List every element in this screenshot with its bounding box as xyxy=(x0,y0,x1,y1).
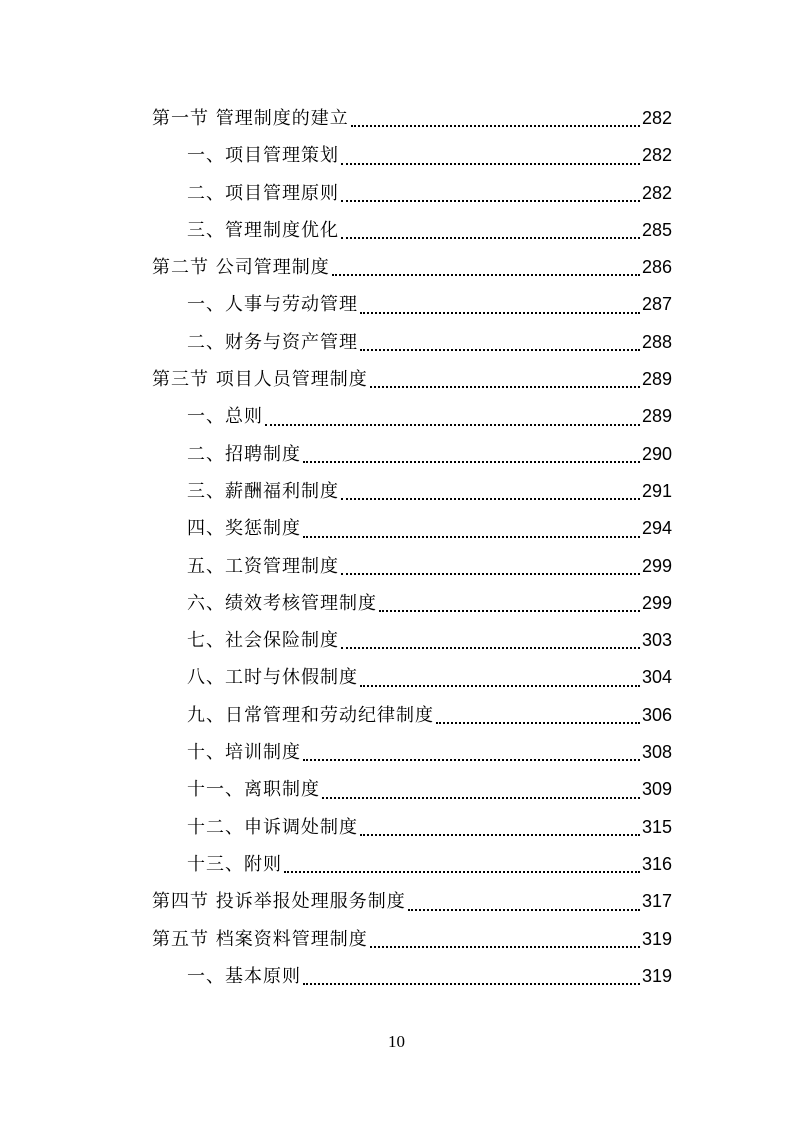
toc-entry-title: 第四节 投诉举报处理服务制度 xyxy=(152,891,406,913)
toc-entry-page-number: 282 xyxy=(641,108,672,128)
toc-entry-title: 十、培训制度 xyxy=(187,742,301,764)
toc-entry-page-number: 288 xyxy=(641,331,672,352)
toc-subsection-entry[interactable] xyxy=(152,585,672,622)
toc-dot-leader xyxy=(360,349,640,351)
toc-entry-page-number: 319 xyxy=(641,965,672,986)
toc-dot-leader xyxy=(265,424,640,426)
toc-entry-page-number: 282 xyxy=(641,145,672,166)
toc-subsection-entry[interactable] xyxy=(152,510,672,547)
toc-entry-page-number: 282 xyxy=(641,182,672,203)
toc-dot-leader xyxy=(351,125,640,127)
toc-subsection-entry[interactable] xyxy=(152,846,672,883)
toc-entry-page-number: 289 xyxy=(641,369,672,390)
toc-entry-page-number: 287 xyxy=(641,294,672,315)
toc-subsection-entry[interactable] xyxy=(152,436,672,473)
page-number: 10 xyxy=(388,1032,405,1051)
toc-section-entry[interactable] xyxy=(152,100,672,137)
toc-subsection-entry[interactable] xyxy=(152,212,672,249)
toc-entry-title: 五、工资管理制度 xyxy=(187,555,339,577)
toc-dot-leader xyxy=(436,722,640,724)
toc-subsection-entry[interactable] xyxy=(152,734,672,771)
toc-dot-leader xyxy=(303,759,640,761)
toc-dot-leader xyxy=(303,461,640,463)
toc-entry-title: 九、日常管理和劳动纪律制度 xyxy=(187,704,434,726)
toc-dot-leader xyxy=(341,647,640,649)
toc-dot-leader xyxy=(360,312,640,314)
toc-entry-title: 十三、附则 xyxy=(187,853,282,875)
toc-subsection-entry[interactable] xyxy=(152,473,672,510)
toc-entry-page-number: 286 xyxy=(641,257,672,278)
toc-entry-page-number: 319 xyxy=(641,928,672,949)
toc-entry-title: 一、基本原则 xyxy=(187,965,301,987)
toc-entry-page-number: 304 xyxy=(641,667,672,688)
toc-entry-page-number: 299 xyxy=(641,555,672,576)
toc-section-entry[interactable] xyxy=(152,883,672,920)
toc-section-entry[interactable] xyxy=(152,361,672,398)
toc-entry-title: 第五节 档案资料管理制度 xyxy=(152,928,368,950)
toc-entry-page-number: 289 xyxy=(641,406,672,427)
toc-entry-title: 第三节 项目人员管理制度 xyxy=(152,369,368,391)
toc-dot-leader xyxy=(379,610,640,612)
toc-entry-title: 三、管理制度优化 xyxy=(187,219,339,241)
toc-subsection-entry[interactable] xyxy=(152,137,672,174)
toc-subsection-entry[interactable] xyxy=(152,622,672,659)
toc-entry-title: 十二、申诉调处制度 xyxy=(187,816,358,838)
toc-entry-page-number: 299 xyxy=(641,592,672,613)
toc-entry-page-number: 290 xyxy=(641,443,672,464)
toc-entry-title: 二、招聘制度 xyxy=(187,443,301,465)
toc-dot-leader xyxy=(360,685,640,687)
toc-entry-title: 二、财务与资产管理 xyxy=(187,331,358,353)
toc-entry-page-number: 285 xyxy=(641,219,672,240)
toc-dot-leader xyxy=(341,200,640,202)
toc-entry-title: 八、工时与休假制度 xyxy=(187,667,358,689)
toc-dot-leader xyxy=(303,983,640,985)
toc-dot-leader xyxy=(408,909,640,911)
toc-dot-leader xyxy=(370,386,640,388)
toc-entry-page-number: 308 xyxy=(641,742,672,763)
toc-subsection-entry[interactable] xyxy=(152,398,672,435)
toc-entry-title: 四、奖惩制度 xyxy=(187,518,301,540)
toc-entry-title: 二、项目管理原则 xyxy=(187,182,339,204)
toc-entry-title: 三、薪酬福利制度 xyxy=(187,480,339,502)
toc-entry-page-number: 316 xyxy=(641,853,672,874)
toc-entry-page-number: 317 xyxy=(641,891,672,912)
toc-entry-title: 七、社会保险制度 xyxy=(187,630,339,652)
toc-dot-leader xyxy=(303,536,640,538)
toc-entry-title: 第一节 管理制度的建立 xyxy=(152,108,349,129)
toc-dot-leader xyxy=(284,871,640,873)
toc-dot-leader xyxy=(341,163,640,165)
toc-dot-leader xyxy=(370,946,640,948)
toc-dot-leader xyxy=(341,237,640,239)
toc-entry-title: 一、项目管理策划 xyxy=(187,145,339,167)
toc-entry-page-number: 309 xyxy=(641,779,672,800)
toc-subsection-entry[interactable] xyxy=(152,175,672,212)
table-of-contents xyxy=(152,100,672,995)
toc-subsection-entry[interactable] xyxy=(152,771,672,808)
toc-subsection-entry[interactable] xyxy=(152,697,672,734)
toc-subsection-entry[interactable] xyxy=(152,286,672,323)
toc-subsection-entry[interactable] xyxy=(152,958,672,995)
toc-entry-title: 十一、离职制度 xyxy=(187,779,320,801)
toc-entry-page-number: 306 xyxy=(641,704,672,725)
toc-dot-leader xyxy=(332,274,640,276)
toc-entry-page-number: 315 xyxy=(641,816,672,837)
toc-entry-page-number: 294 xyxy=(641,518,672,539)
toc-subsection-entry[interactable] xyxy=(152,659,672,696)
toc-dot-leader xyxy=(360,834,640,836)
toc-subsection-entry[interactable] xyxy=(152,324,672,361)
toc-dot-leader xyxy=(341,498,640,500)
toc-dot-leader xyxy=(322,797,640,799)
toc-entry-page-number: 291 xyxy=(641,480,672,501)
toc-section-entry[interactable] xyxy=(152,249,672,286)
toc-subsection-entry[interactable] xyxy=(152,809,672,846)
toc-section-entry[interactable] xyxy=(152,921,672,958)
toc-entry-title: 第二节 公司管理制度 xyxy=(152,257,330,279)
toc-entry-title: 一、人事与劳动管理 xyxy=(187,294,358,316)
toc-dot-leader xyxy=(341,573,640,575)
toc-subsection-entry[interactable] xyxy=(152,548,672,585)
toc-entry-title: 六、绩效考核管理制度 xyxy=(187,592,377,614)
toc-entry-page-number: 303 xyxy=(641,630,672,651)
toc-entry-title: 一、总则 xyxy=(187,406,263,428)
